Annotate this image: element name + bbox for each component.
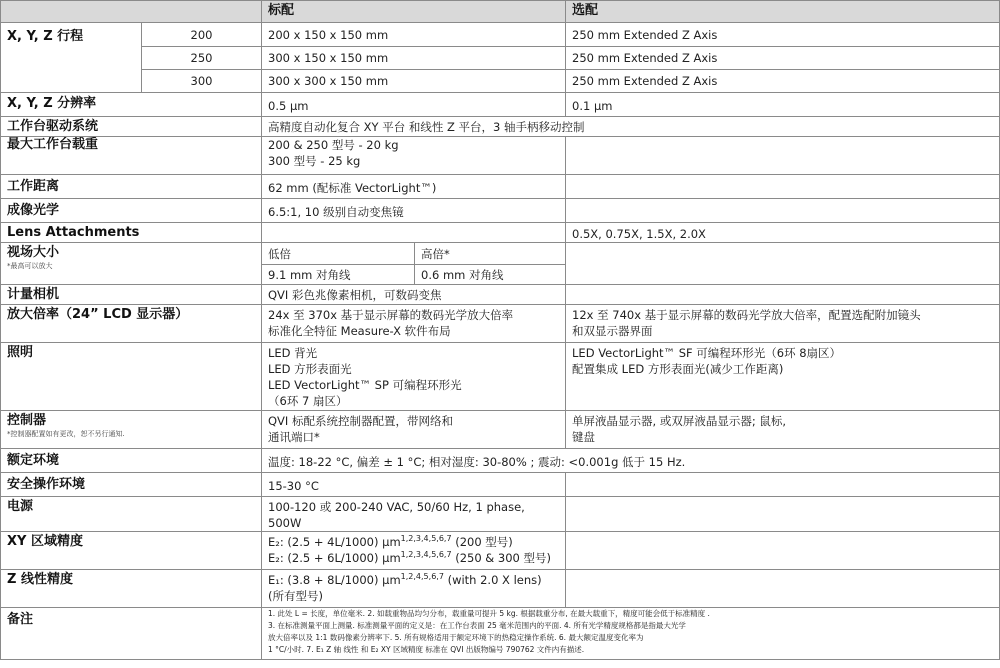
fov-low-value: 9.1 mm 对角线 xyxy=(262,265,415,285)
remarks-note-4: 1 °C/小时. 7. E₁ Z 轴 线性 和 E₂ XY 区域精度 标准在 QVI 出版物编号 790762 文件内有描述. xyxy=(268,645,585,654)
fov-high-header: 高倍* xyxy=(415,243,566,265)
power-label: 电源 xyxy=(1,497,262,532)
z-accuracy-line-1-lens: (with 2.0 X lens) xyxy=(443,573,542,587)
stage-drive-standard: 高精度自动化复合 XY 平台 和线性 Z 平台，3 轴手柄移动控制 xyxy=(262,117,1000,137)
controller-standard xyxy=(262,411,566,449)
magnification-optional xyxy=(566,305,1000,343)
power-standard: 100-120 或 200-240 VAC, 50/60 Hz, 1 phase, 500W xyxy=(262,497,566,532)
controller-optional-line-1: 单屏液晶显示器, 或双屏液晶显示器; 鼠标, xyxy=(572,414,787,428)
lens-attachments-standard xyxy=(262,223,566,243)
z-accuracy-line-2: (所有型号) xyxy=(268,589,323,603)
lens-attachments-label: Lens Attachments xyxy=(1,223,262,243)
remarks-note-2: 3. 在标准测量平面上测量. 标准测量平面的定义是：在工作台表面 25 毫米范围内的平面. 4. 所有光学精度规格都是指最大光学 xyxy=(268,621,686,630)
camera-label: 计量相机 xyxy=(1,285,262,305)
lighting-standard-line-1: LED 背光 xyxy=(268,346,318,360)
magnification-label: 放大倍率（24” LCD 显示器） xyxy=(1,305,262,343)
travel-size-300: 300 xyxy=(142,70,262,93)
controller-label-text: 控制器 xyxy=(7,413,47,428)
lighting-standard-line-4: （6环 7 扇区） xyxy=(268,394,348,408)
magnification-optional-line-1: 12x 至 740x 基于显示屏幕的数码光学放大倍率，配置选配附加镜头 xyxy=(572,308,921,322)
header-blank-cell xyxy=(1,1,262,23)
safe-environment-label: 安全操作环境 xyxy=(1,473,262,497)
z-accuracy-line-1-formula: E₁: (3.8 + 8L/1000) µm xyxy=(268,573,401,587)
stage-drive-label: 工作台驱动系统 xyxy=(1,117,262,137)
rated-environment-standard: 温度: 18-22 °C, 偏差 ± 1 °C; 相对湿度: 30-80% ; 震动: <0.001g 低于 15 Hz. xyxy=(262,449,1000,473)
remarks-label: 备注 xyxy=(1,608,262,660)
controller-standard-line-1: QVI 标配系统控制器配置，带网络和 xyxy=(268,414,453,428)
xy-accuracy-line-2-formula: E₂: (2.5 + 6L/1000) µm xyxy=(268,551,401,565)
z-accuracy-line-1-footnotes: 1,2,4,5,6,7 xyxy=(400,572,444,582)
z-accuracy-label: Z 线性精度 xyxy=(1,570,262,608)
travel-size-200: 200 xyxy=(142,23,262,47)
optics-optional xyxy=(566,199,1000,223)
xy-accuracy-line-2-model: (250 & 300 型号) xyxy=(451,551,552,565)
z-accuracy-standard xyxy=(262,570,566,608)
power-optional xyxy=(566,497,1000,532)
max-load-line-2: 300 型号 - 25 kg xyxy=(268,154,361,168)
max-load-optional xyxy=(566,137,1000,175)
resolution-optional: 0.1 µm xyxy=(566,93,1000,117)
travel-size-250: 250 xyxy=(142,47,262,70)
camera-optional xyxy=(566,285,1000,305)
xy-accuracy-line-1-footnotes: 1,2,3,4,5,6,7 xyxy=(400,534,452,544)
safe-environment-optional xyxy=(566,473,1000,497)
fov-high-value: 0.6 mm 对角线 xyxy=(415,265,566,285)
lighting-standard-line-2: LED 方形表面光 xyxy=(268,362,352,376)
xy-accuracy-line-1-model: (200 型号) xyxy=(451,535,513,549)
rated-environment-label: 额定环境 xyxy=(1,449,262,473)
optics-standard: 6.5:1, 10 级别自动变焦镜 xyxy=(262,199,566,223)
magnification-standard-line-2: 标准化全特征 Measure-X 软件布局 xyxy=(268,324,451,338)
travel-optional-300: 250 mm Extended Z Axis xyxy=(566,70,1000,93)
travel-optional-250: 250 mm Extended Z Axis xyxy=(566,47,1000,70)
xy-accuracy-label: XY 区域精度 xyxy=(1,532,262,570)
lens-attachments-optional: 0.5X, 0.75X, 1.5X, 2.0X xyxy=(566,223,1000,243)
magnification-standard-line-1: 24x 至 370x 基于显示屏幕的数码光学放大倍率 xyxy=(268,308,514,322)
camera-standard: QVI 彩色兆像素相机，可数码变焦 xyxy=(262,285,566,305)
magnification-optional-line-2: 和双显示器界面 xyxy=(572,324,653,338)
controller-label xyxy=(1,411,262,449)
remarks-note-3: 放大倍率以及 1:1 数码像素分辨率下. 5. 所有规格适用于额定环境下的热稳定操作系统. 6. 最大额定温度变化率为 xyxy=(268,633,644,642)
travel-standard-250: 300 x 150 x 150 mm xyxy=(262,47,566,70)
fov-note: *最高可以放大 xyxy=(7,262,53,270)
controller-optional-line-2: 键盘 xyxy=(572,430,596,444)
xy-accuracy-line-2-footnotes: 1,2,3,4,5,6,7 xyxy=(400,550,452,560)
max-load-line-1: 200 & 250 型号 - 20 kg xyxy=(268,138,399,152)
lighting-optional-line-1: LED VectorLight™ SF 可编程环形光（6环 8扇区） xyxy=(572,346,842,360)
working-distance-optional xyxy=(566,175,1000,199)
header-optional: 选配 xyxy=(566,1,1000,23)
working-distance-standard: 62 mm (配标准 VectorLight™) xyxy=(262,175,566,199)
header-standard: 标配 xyxy=(262,1,566,23)
fov-optional xyxy=(566,243,1000,285)
lighting-standard xyxy=(262,343,566,411)
remarks-note-1: 1. 此处 L = 长度，单位毫米. 2. 如载重物品均匀分布，载重量可提升 5 kg. 根据载重分布, 在最大载重下，精度可能会低于标准精度 . xyxy=(268,609,710,618)
xy-accuracy-line-2 xyxy=(268,550,559,566)
lighting-label: 照明 xyxy=(1,343,262,411)
lighting-optional-line-2: 配置集成 LED 方形表面光(减少工作距离) xyxy=(572,362,784,376)
remarks-text xyxy=(262,608,1000,660)
travel-standard-200: 200 x 150 x 150 mm xyxy=(262,23,566,47)
fov-label-text: 视场大小 xyxy=(7,245,60,260)
controller-optional xyxy=(566,411,1000,449)
safe-environment-standard: 15-30 °C xyxy=(262,473,566,497)
working-distance-label: 工作距离 xyxy=(1,175,262,199)
resolution-standard: 0.5 µm xyxy=(262,93,566,117)
xy-accuracy-line-1 xyxy=(268,534,559,550)
max-load-label: 最大工作台载重 xyxy=(1,137,262,175)
optics-label: 成像光学 xyxy=(1,199,262,223)
magnification-standard xyxy=(262,305,566,343)
travel-label: X, Y, Z 行程 xyxy=(1,23,142,93)
travel-optional-200: 250 mm Extended Z Axis xyxy=(566,23,1000,47)
controller-note: *控制器配置如有更改，恕不另行通知. xyxy=(7,430,125,438)
fov-label xyxy=(1,243,262,285)
resolution-label: X, Y, Z 分辨率 xyxy=(1,93,262,117)
travel-standard-300: 300 x 300 x 150 mm xyxy=(262,70,566,93)
max-load-standard xyxy=(262,137,566,175)
lighting-standard-line-3: LED VectorLight™ SP 可编程环形光 xyxy=(268,378,462,392)
z-accuracy-line-1 xyxy=(268,572,559,588)
xy-accuracy-optional xyxy=(566,532,1000,570)
controller-standard-line-2: 通讯端口* xyxy=(268,430,320,444)
fov-low-header: 低倍 xyxy=(262,243,415,265)
z-accuracy-optional xyxy=(566,570,1000,608)
xy-accuracy-line-1-formula: E₂: (2.5 + 4L/1000) µm xyxy=(268,535,401,549)
lighting-optional xyxy=(566,343,1000,411)
xy-accuracy-standard xyxy=(262,532,566,570)
